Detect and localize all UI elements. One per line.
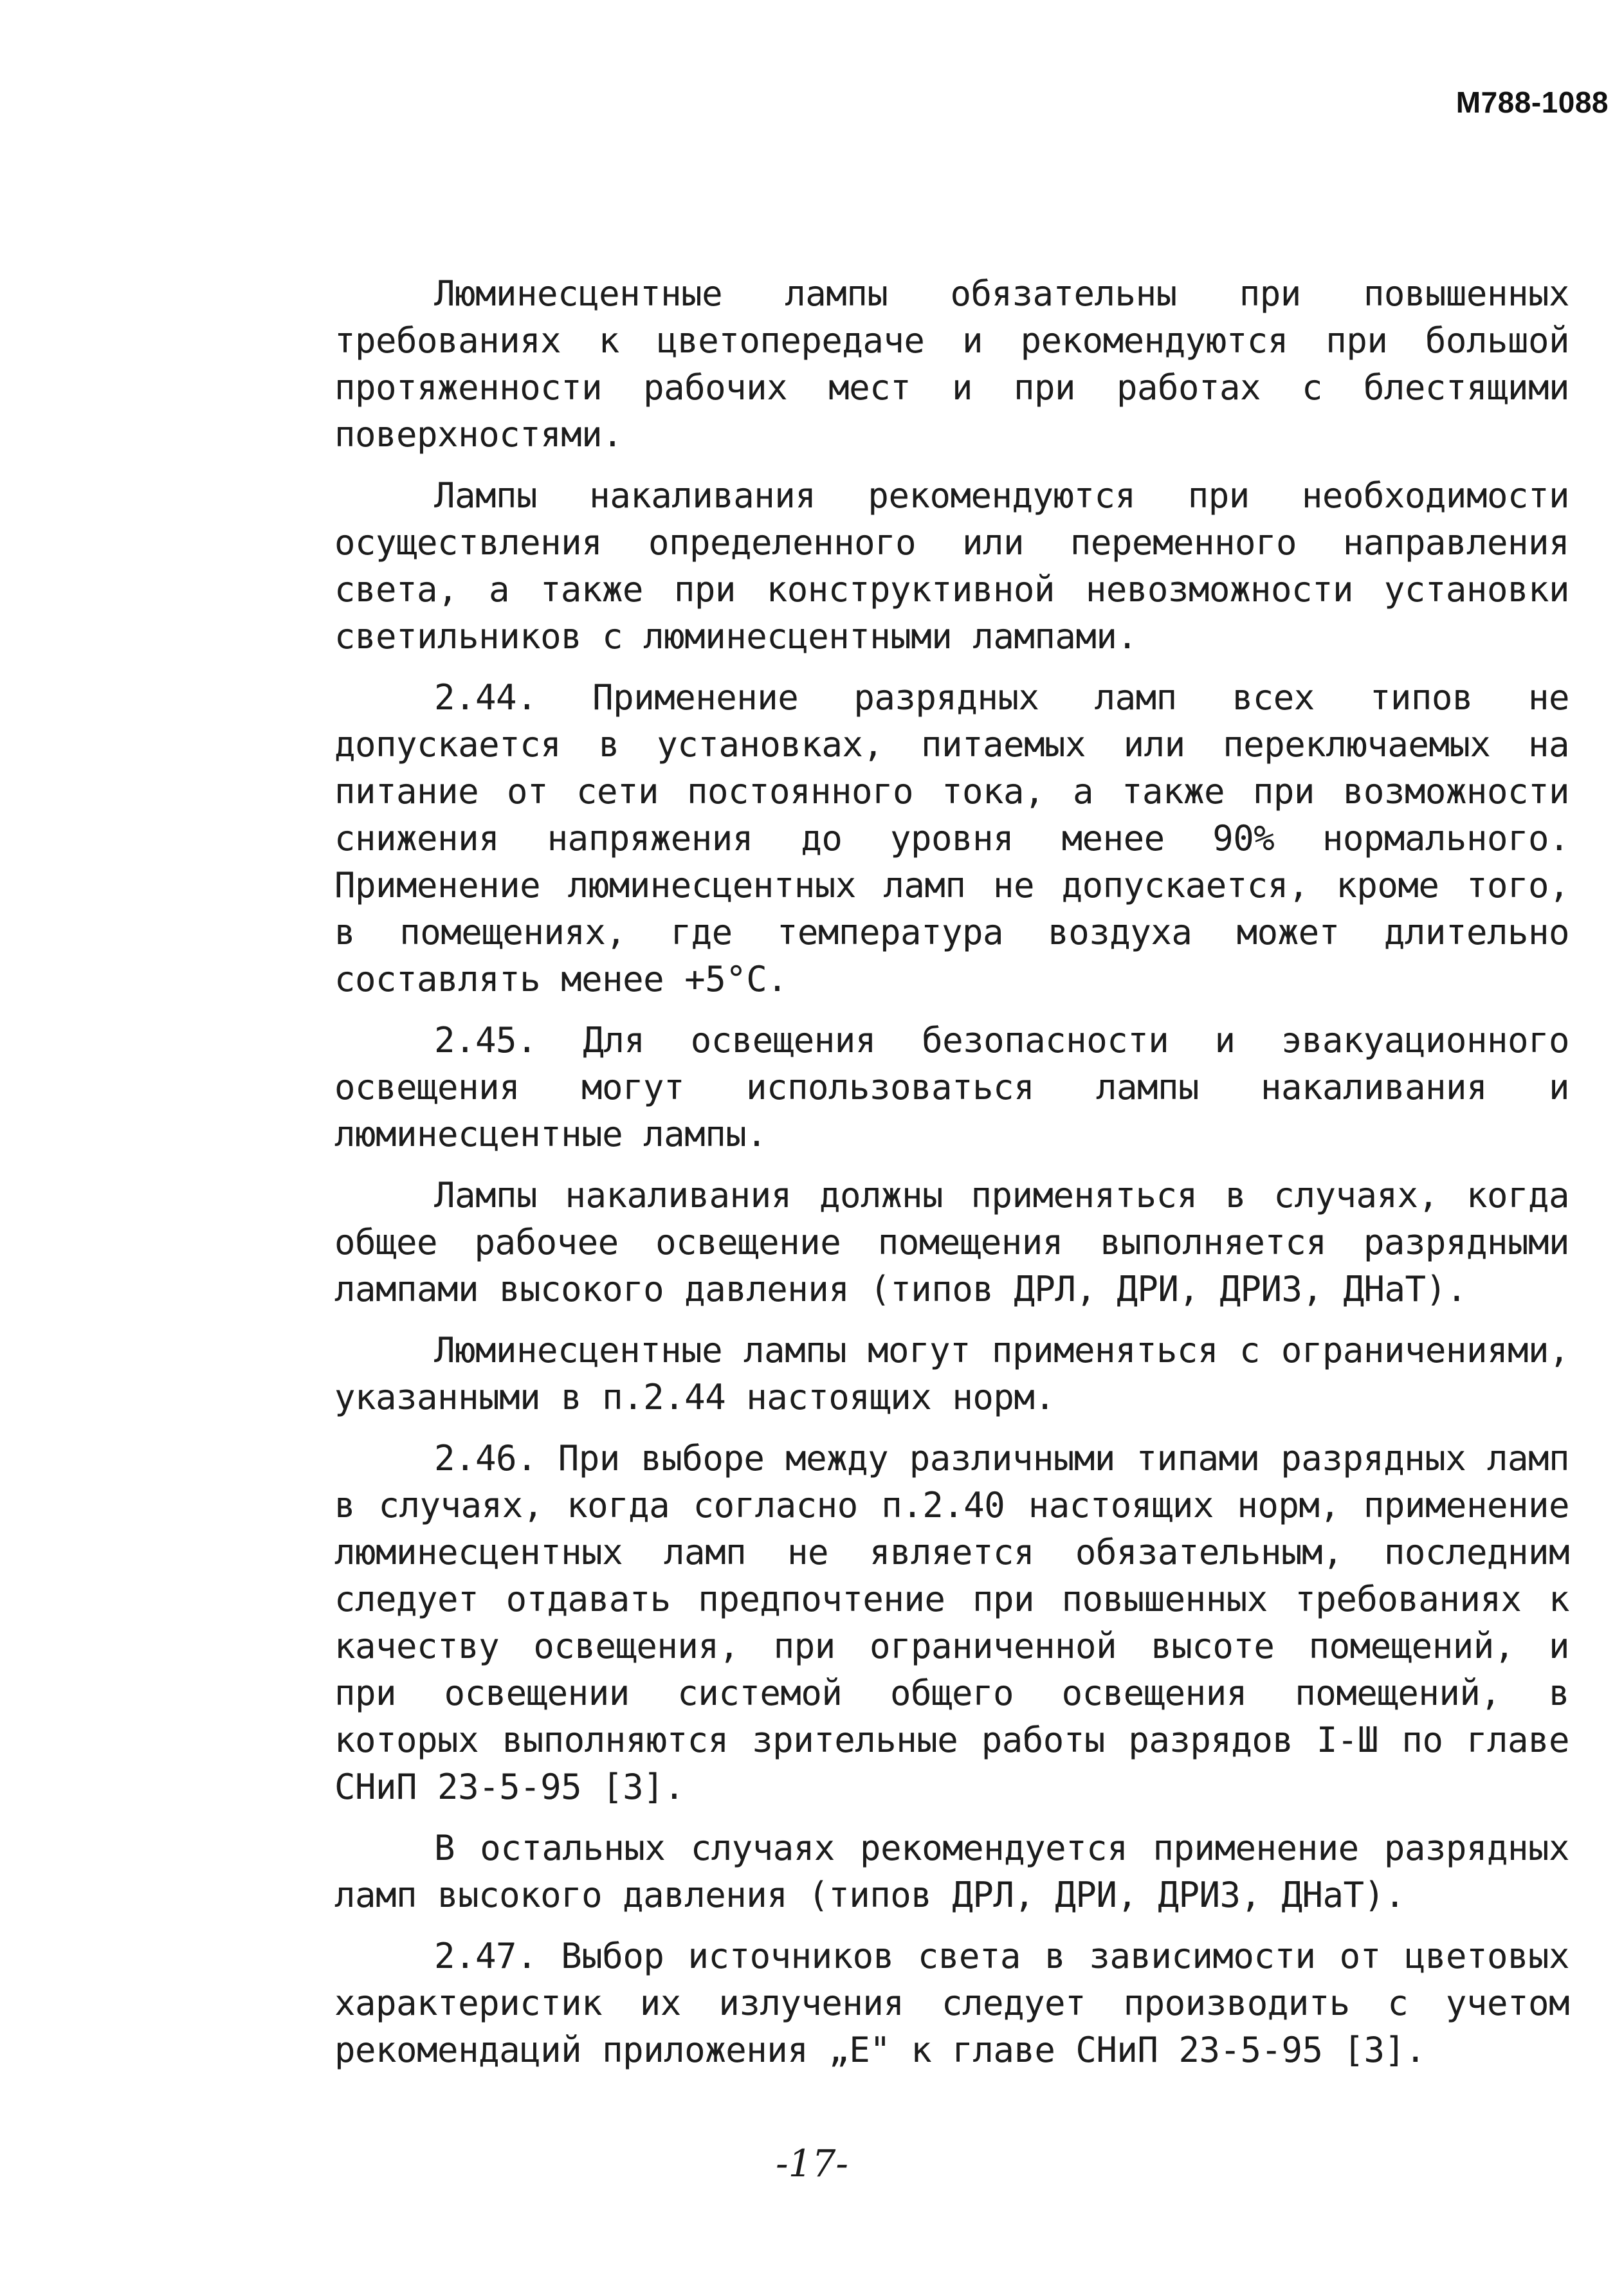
paragraph-fluorescent-limits: [334, 1327, 1569, 1421]
clause-2-44: [334, 674, 1569, 1003]
paragraph-text: Люминесцентные лампы могут применяться с ограничениями, указанными в п.2.44 настоящих норм.: [334, 1330, 1569, 1417]
paragraph-text: Люминесцентные лампы обязательны при повышенных требованиях к цветопередаче и рекомендуются при большой протяженности рабочих мест и при работах с блестящими поверхностями.: [334, 273, 1569, 455]
clause-number: 2.46.: [434, 1438, 538, 1479]
clause-2-46: [334, 1435, 1569, 1810]
clause-2-47: [334, 1933, 1569, 2073]
paragraph-text: При выборе между различными типами разрядных ламп в случаях, когда согласно п.2.40 настоящих норм, применение люминесцентных ламп не является обязательным, последним следует отдавать предпочтение при повышенных требованиях к качеству освещения, при ограниченной высоте помещений, и при освещении системой общего освещения помещений, в которых выполняются зрительные работы разрядов I-Ш по главе СНиП 23-5-95 [3].: [334, 1438, 1569, 1807]
paragraph-text: Для освещения безопасности и эвакуационного освещения могут использоваться лампы накаливания и люминесцентные лампы.: [334, 1020, 1569, 1154]
paragraph-text: Лампы накаливания должны применяться в случаях, когда общее рабочее освещение помещения выполняется разрядными лампами высокого давления (типов ДРЛ, ДРИ, ДРИЗ, ДНаТ).: [334, 1175, 1569, 1309]
clause-number: 2.47.: [434, 1936, 538, 1976]
clause-number: 2.44.: [434, 677, 538, 718]
clause-number: 2.45.: [434, 1020, 538, 1061]
document-body: [334, 270, 1569, 2088]
document-code: М788-1088: [1455, 86, 1609, 119]
paragraph-high-pressure-recommended: [334, 1825, 1569, 1918]
paragraph-text: В остальных случаях рекомендуется применение разрядных ламп высокого давления (типов ДРЛ, ДРИ, ДРИЗ, ДНаТ).: [334, 1828, 1569, 1915]
paragraph-text: Применение разрядных ламп всех типов не допускается в установках, питаемых или переключаемых на питание от сети постоянного тока, а также при возможности снижения напряжения до уровня менее 90% нормального. Применение люминесцентных ламп не допускается, кроме того, в помещениях, где температура воздуха может длительно составлять менее +5°С.: [334, 677, 1570, 999]
clause-2-45: [334, 1017, 1569, 1158]
paragraph-text: Лампы накаливания рекомендуются при необходимости осуществления определенного или переменного направления света, а также при конструктивной невозможности установки светильников с люминесцентными лампами.: [334, 475, 1569, 657]
page-number: -17-: [776, 2142, 848, 2185]
paragraph-incandescent-cases: [334, 1172, 1569, 1313]
paragraph-incandescent-recommended: [334, 472, 1569, 660]
paragraph-fluorescent-required: [334, 270, 1569, 458]
paragraph-text: Выбор источников света в зависимости от цветовых характеристик их излучения следует производить с учетом рекомендаций приложения „Е" к главе СНиП 23-5-95 [3].: [334, 1936, 1570, 2070]
